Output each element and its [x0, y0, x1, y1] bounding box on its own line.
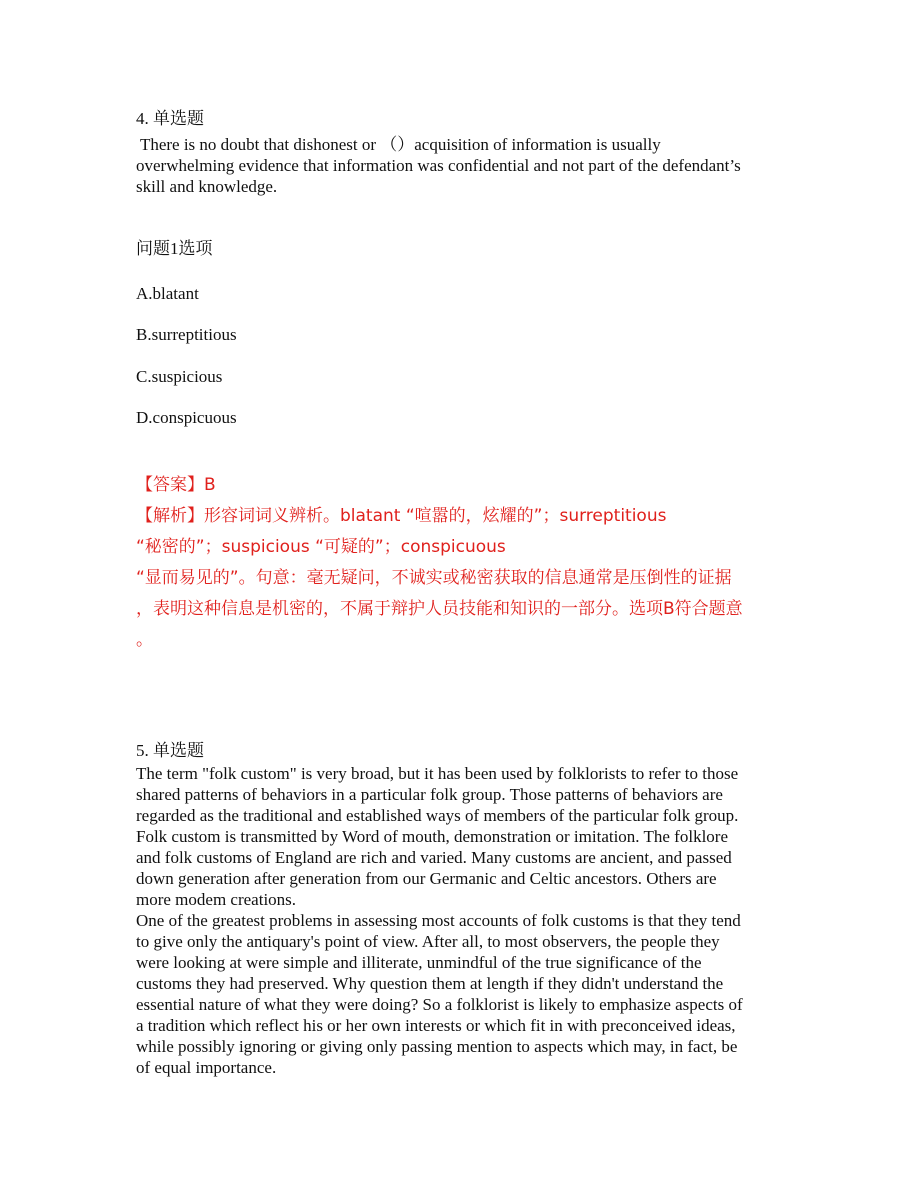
stem-line: overwhelming evidence that information was confidential and not part of the defendant’s	[136, 156, 741, 175]
stem-line: skill and knowledge.	[136, 177, 278, 196]
passage-line: of equal importance.	[136, 1058, 277, 1077]
passage-line: while possibly ignoring or giving only passing mention to aspects which may, in fact, be	[136, 1037, 738, 1056]
option-b[interactable]: B.surreptitious	[136, 325, 237, 344]
passage-line: shared patterns of behaviors in a particular folk group. Those patterns of behaviors are	[136, 785, 723, 804]
passage-line: to give only the antiquary's point of view. After all, to most observers, the people they	[136, 932, 720, 951]
analysis-line: “秘密的”；suspicious “可疑的”；conspicuous	[136, 537, 506, 557]
passage-line: regarded as the traditional and established ways of members of the particular folk group.	[136, 806, 739, 825]
question-5-heading: 5. 单选题	[136, 741, 204, 760]
option-c[interactable]: C.suspicious	[136, 367, 223, 386]
passage-line: essential nature of what they were doing? So a folklorist is likely to emphasize aspects of	[136, 995, 743, 1014]
passage-line: a tradition which reflect his or her own interests or which fit in with preconceived ideas,	[136, 1016, 736, 1035]
passage-line: down generation after generation from our Germanic and Celtic ancestors. Others are	[136, 869, 717, 888]
analysis-line: ，表明这种信息是机密的，不属于辩护人员技能和知识的一部分。选项B符合题意	[136, 599, 743, 619]
analysis-line: “显而易见的”。句意：毫无疑问，不诚实或秘密获取的信息通常是压倒性的证据	[136, 568, 732, 588]
question-4-heading: 4. 单选题	[136, 109, 204, 128]
option-a[interactable]: A.blatant	[136, 284, 199, 303]
options-heading: 问题1选项	[136, 239, 213, 258]
answer-label: 【答案】B	[136, 475, 216, 495]
passage-line: One of the greatest problems in assessing most accounts of folk customs is that they tend	[136, 911, 741, 930]
option-d[interactable]: D.conspicuous	[136, 408, 237, 427]
passage-line: and folk customs of England are rich and varied. Many customs are ancient, and passed	[136, 848, 732, 867]
passage-line: were looking at were simple and illiterate, unmindful of the true significance of the	[136, 953, 702, 972]
analysis-line: 。	[136, 630, 153, 650]
question-5-passage	[136, 763, 796, 1078]
analysis-line: 【解析】形容词词义辨析。blatant “喧嚣的，炫耀的”；surreptitious	[136, 506, 667, 526]
passage-line: customs they had preserved. Why question them at length if they didn't understand the	[136, 974, 724, 993]
passage-line: The term "folk custom" is very broad, but it has been used by folklorists to refer to those	[136, 764, 739, 783]
question-4-stem	[136, 134, 796, 197]
stem-line: There is no doubt that dishonest or （）acquisition of information is usually	[136, 135, 661, 154]
passage-line: Folk custom is transmitted by Word of mouth, demonstration or imitation. The folklore	[136, 827, 728, 846]
passage-line: more modem creations.	[136, 890, 297, 909]
